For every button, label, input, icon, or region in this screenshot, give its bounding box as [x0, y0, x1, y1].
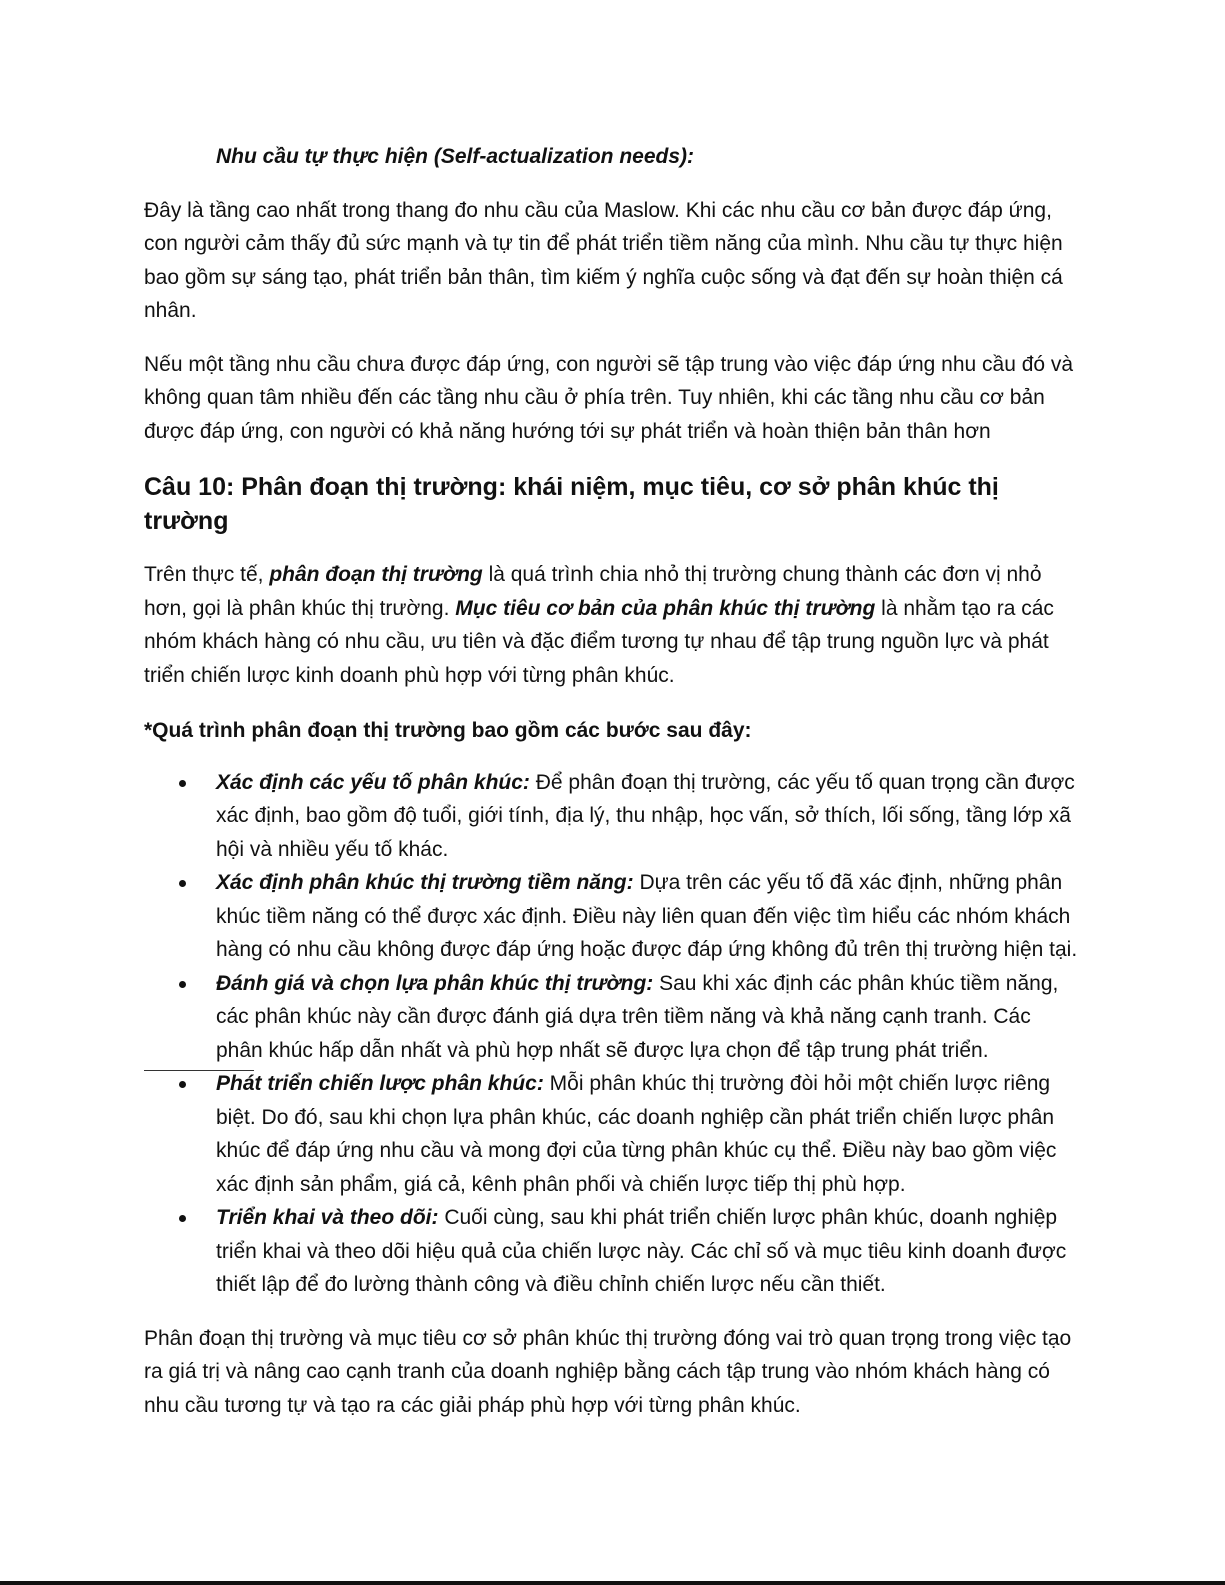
list-item	[144, 1067, 1079, 1201]
step-title: Đánh giá và chọn lựa phân khúc thị trường:	[216, 971, 654, 995]
list-item	[144, 967, 1079, 1068]
step-text: Dựa trên các yếu tố đã xác định, những phân khúc tiềm năng có thể được xác định. Điều này liên quan đến việc tìm hiểu các nhóm khách hàng có nhu cầu không được đáp ứng hoặc được đáp ứng không đủ trên thị trường hiện tại.	[216, 871, 1078, 961]
page-break-rule	[144, 1070, 254, 1071]
intro-text-1: Trên thực tế,	[144, 563, 270, 586]
paragraph-maslow-top: Đây là tầng cao nhất trong thang đo nhu cầu của Maslow. Khi các nhu cầu cơ bản được đáp ứng, con người cảm thấy đủ sức mạnh và tự tin để phát triển tiềm năng của mình. Nhu cầu tự thực hiện bao gồm sự sáng tạo, phát triển bản thân, tìm kiếm ý nghĩa cuộc sống và đạt đến sự hoàn thiện cá nhân.	[144, 198, 1063, 322]
intro-term-1: phân đoạn thị trường	[269, 563, 483, 586]
conclusion-paragraph: Phân đoạn thị trường và mục tiêu cơ sở phân khúc thị trường đóng vai trò quan trọng trong việc tạo ra giá trị và nâng cao cạnh tranh của doanh nghiệp bằng cách tập trung vào nhóm khách hàng có nhu cầu tương tự và tạo ra các giải pháp phù hợp với từng phân khúc.	[144, 1326, 1072, 1417]
paragraph-maslow-levels: Nếu một tầng nhu cầu chưa được đáp ứng, con người sẽ tập trung vào việc đáp ứng nhu cầu đó và không quan tâm nhiều đến các tầng nhu cầu ở phía trên. Tuy nhiên, khi các tầng nhu cầu cơ bản được đáp ứng, con người có khả năng hướng tới sự phát triển và hoàn thiện bản thân hơn	[144, 352, 1074, 443]
list-item	[144, 1201, 1079, 1302]
intro-text-2: là quá trình chia nhỏ thị trường chung thành các đơn vị nhỏ hơn, gọi là phân khúc thị trường.	[144, 563, 1042, 620]
step-text: Sau khi xác định các phân khúc tiềm năng, các phân khúc này cần được đánh giá dựa trên tiềm năng và khả năng cạnh tranh. Các phân khúc hấp dẫn nhất và phù hợp nhất sẽ được lựa chọn để tập trung phát triển.	[216, 971, 1059, 1062]
bullet-icon	[179, 981, 186, 988]
process-title: *Quá trình phân đoạn thị trường bao gồm các bước sau đây:	[144, 719, 752, 742]
steps-list	[144, 766, 1079, 1302]
bullet-icon	[179, 780, 186, 787]
list-item	[144, 866, 1079, 967]
bullet-icon	[179, 880, 186, 887]
step-title: Xác định phân khúc thị trường tiềm năng:	[216, 871, 634, 894]
page-bottom-edge	[0, 1581, 1225, 1585]
intro-term-2: Mục tiêu cơ bản của phân khúc thị trường	[455, 596, 876, 620]
section-heading: Câu 10: Phân đoạn thị trường: khái niệm, mục tiêu, cơ sở phân khúc thị trường	[144, 473, 999, 535]
step-title: Phát triển chiến lược phân khúc:	[216, 1072, 544, 1095]
intro-paragraph	[144, 558, 1079, 692]
step-text: Để phân đoạn thị trường, các yếu tố quan trọng cần được xác định, bao gồm độ tuổi, giới tính, địa lý, thu nhập, học vấn, sở thích, lối sống, tầng lớp xã hội và nhiều yếu tố khác.	[216, 770, 1075, 861]
step-text: Cuối cùng, sau khi phát triển chiến lược phân khúc, doanh nghiệp triển khai và theo dõi hiệu quả của chiến lược này. Các chỉ số và mục tiêu kinh doanh được thiết lập để đo lường thành công và điều chỉnh chiến lược nếu cần thiết.	[216, 1206, 1067, 1296]
step-title: Triển khai và theo dõi:	[216, 1206, 439, 1229]
step-title: Xác định các yếu tố phân khúc:	[216, 770, 530, 794]
bullet-icon	[179, 1081, 186, 1088]
step-text: Mỗi phân khúc thị trường đòi hỏi một chiến lược riêng biệt. Do đó, sau khi chọn lựa phân khúc, các doanh nghiệp cần phát triển chiến lược phân khúc để đáp ứng nhu cầu và mong đợi của từng phân khúc cụ thể. Điều này bao gồm việc xác định sản phẩm, giá cả, kênh phân phối và chiến lược tiếp thị phù hợp.	[216, 1072, 1057, 1196]
document-body	[144, 140, 1079, 1422]
list-item	[144, 766, 1079, 867]
bullet-icon	[179, 1215, 186, 1222]
intro-text-3: là nhằm tạo ra các nhóm khách hàng có nhu cầu, ưu tiên và đặc điểm tương tự nhau để tập trung nguồn lực và phát triển chiến lược kinh doanh phù hợp với từng phân khúc.	[144, 596, 1054, 687]
subheading: Nhu cầu tự thực hiện (Self-actualization needs):	[216, 145, 695, 168]
